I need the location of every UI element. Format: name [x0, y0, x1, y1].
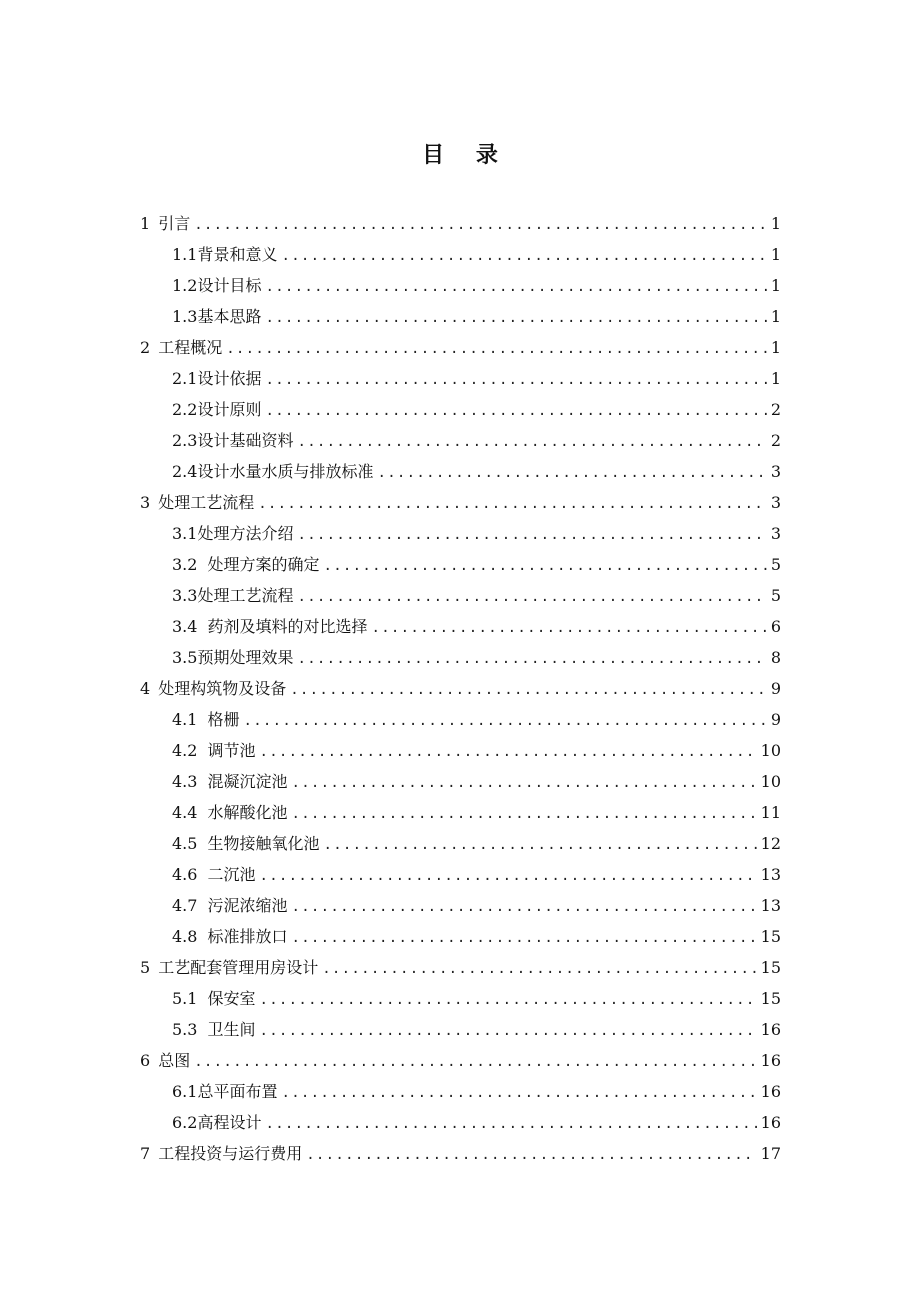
toc-entry-number: 3.1: [172, 524, 198, 543]
toc-entry-label: [172, 642, 293, 673]
toc-entry-label: [172, 301, 261, 332]
toc-entry-page: 9: [770, 710, 781, 729]
toc-entry-page: 16: [760, 1082, 781, 1101]
toc-entry-text: 处理方案的确定: [207, 555, 320, 574]
toc-entry[interactable]: [140, 611, 781, 642]
dot-leader: [258, 489, 767, 520]
toc-entry-number: 4: [140, 679, 151, 698]
toc-entry-page: 1: [770, 245, 781, 264]
toc-entry-page: 16: [760, 1020, 781, 1039]
toc-entry-text: 预期处理效果: [197, 648, 294, 667]
toc-entry-text: 高程设计: [197, 1113, 262, 1132]
dot-leader: [226, 334, 767, 365]
dot-leader: [306, 1140, 756, 1171]
toc-entry[interactable]: [140, 1076, 781, 1107]
toc-entry-page: 1: [770, 369, 781, 388]
dot-leader: [297, 427, 766, 458]
toc-entry-page: 2: [770, 400, 781, 419]
toc-entry[interactable]: [140, 1107, 781, 1138]
toc-entry-label: [172, 735, 255, 766]
toc-entry-page: 9: [770, 679, 781, 698]
toc-entry[interactable]: [140, 270, 781, 301]
dot-leader: [291, 923, 756, 954]
dot-leader: [265, 1109, 756, 1140]
toc-entry-label: [172, 704, 239, 735]
toc-entry[interactable]: [140, 456, 781, 487]
dot-leader: [259, 985, 756, 1016]
dot-leader: [194, 1047, 756, 1078]
toc-entry-text: 处理方法介绍: [197, 524, 294, 543]
toc-entry-label: [140, 1045, 190, 1076]
toc-entry[interactable]: [140, 704, 781, 735]
toc-entry-label: [140, 487, 254, 518]
toc-entry-label: [172, 766, 287, 797]
toc-entry-number: 4.5: [172, 834, 198, 853]
toc-entry-number: 2.2: [172, 400, 198, 419]
dot-leader: [265, 396, 766, 427]
toc-entry-number: 5: [140, 958, 151, 977]
toc-entry-page: 5: [770, 555, 781, 574]
dot-leader: [323, 551, 766, 582]
toc-entry-text: 工程投资与运行费用: [158, 1144, 303, 1163]
toc-entry-text: 格栅: [207, 710, 240, 729]
toc-entry[interactable]: [140, 859, 781, 890]
toc-entry-number: 2: [140, 338, 151, 357]
dot-leader: [281, 1078, 756, 1109]
toc-entry-number: 3: [140, 493, 151, 512]
toc-entry[interactable]: [140, 952, 781, 983]
toc-entry-number: 4.4: [172, 803, 198, 822]
toc-entry[interactable]: [140, 425, 781, 456]
toc-entry-text: 设计依据: [197, 369, 262, 388]
toc-entry-number: 4.3: [172, 772, 198, 791]
toc-entry-number: 4.8: [172, 927, 198, 946]
toc-entry[interactable]: [140, 673, 781, 704]
toc-entry-label: [172, 394, 261, 425]
toc-entry-text: 处理工艺流程: [197, 586, 294, 605]
toc-entry-page: 10: [760, 772, 781, 791]
toc-entry-number: 5.1: [172, 989, 198, 1008]
toc-entry-label: [172, 983, 255, 1014]
dot-leader: [371, 613, 766, 644]
toc-entry[interactable]: [140, 890, 781, 921]
toc-entry[interactable]: [140, 642, 781, 673]
toc-entry[interactable]: [140, 549, 781, 580]
dot-leader: [297, 644, 766, 675]
toc-entry[interactable]: [140, 332, 781, 363]
toc-entry-page: 2: [770, 431, 781, 450]
toc-entry-text: 污泥浓缩池: [207, 896, 288, 915]
toc-entry-page: 1: [770, 307, 781, 326]
toc-entry-text: 总平面布置: [197, 1082, 278, 1101]
toc-entry[interactable]: [140, 518, 781, 549]
toc-entry-label: [172, 611, 367, 642]
toc-entry[interactable]: [140, 797, 781, 828]
toc-entry-page: 5: [770, 586, 781, 605]
toc-entry-page: 6: [770, 617, 781, 636]
toc-entry-text: 混凝沉淀池: [207, 772, 288, 791]
dot-leader: [291, 768, 756, 799]
toc-entry[interactable]: [140, 394, 781, 425]
toc-entry-text: 总图: [158, 1051, 191, 1070]
toc-entry-text: 设计目标: [197, 276, 262, 295]
toc-entry-text: 水解酸化池: [207, 803, 288, 822]
toc-entry-text: 保安室: [207, 989, 256, 1008]
toc-entry-page: 11: [760, 803, 781, 822]
toc-entry-page: 3: [770, 462, 781, 481]
toc-entry-number: 3.3: [172, 586, 198, 605]
toc-entry-text: 工程概况: [158, 338, 223, 357]
toc-entry-label: [172, 425, 293, 456]
dot-leader: [297, 582, 766, 613]
toc-entry-label: [172, 270, 261, 301]
toc-entry-label: [172, 549, 319, 580]
toc-entry-text: 二沉池: [207, 865, 256, 884]
toc-entry-page: 3: [770, 493, 781, 512]
dot-leader: [194, 210, 767, 241]
toc-entry-text: 设计水量水质与排放标准: [197, 462, 374, 481]
dot-leader: [290, 675, 767, 706]
toc-entry[interactable]: [140, 1138, 781, 1169]
toc-entry-number: 4.1: [172, 710, 198, 729]
toc-entry-page: 3: [770, 524, 781, 543]
toc-entry-number: 4.6: [172, 865, 198, 884]
toc-entry-label: [172, 580, 293, 611]
toc-entry-text: 标准排放口: [207, 927, 288, 946]
dot-leader: [322, 954, 756, 985]
toc-entry-number: 2.3: [172, 431, 198, 450]
toc-entry-label: [140, 1138, 302, 1169]
toc-entry[interactable]: [140, 301, 781, 332]
dot-leader: [259, 1016, 756, 1047]
toc-entry-label: [172, 518, 293, 549]
dot-leader: [265, 303, 766, 334]
toc-entry-label: [172, 828, 319, 859]
toc-entry-text: 处理构筑物及设备: [158, 679, 287, 698]
toc-entry-label: [140, 332, 222, 363]
toc-entry-label: [172, 921, 287, 952]
toc-entry-label: [140, 208, 190, 239]
toc-entry-text: 卫生间: [207, 1020, 256, 1039]
toc-entry-page: 17: [760, 1144, 781, 1163]
dot-leader: [281, 241, 766, 272]
toc-entry-label: [172, 239, 277, 270]
dot-leader: [259, 861, 756, 892]
table-of-contents: [140, 208, 781, 1169]
toc-entry-number: 4.2: [172, 741, 198, 760]
toc-entry-number: 2.4: [172, 462, 198, 481]
toc-entry-label: [172, 1107, 261, 1138]
page-title: 目 录: [422, 142, 510, 168]
toc-entry-number: 6: [140, 1051, 151, 1070]
dot-leader: [265, 365, 766, 396]
toc-entry[interactable]: [140, 735, 781, 766]
dot-leader: [323, 830, 756, 861]
toc-entry[interactable]: [140, 487, 781, 518]
toc-entry-label: [140, 952, 318, 983]
dot-leader: [291, 799, 756, 830]
toc-entry-page: 12: [760, 834, 781, 853]
toc-entry-text: 设计原则: [197, 400, 262, 419]
toc-entry-number: 1.2: [172, 276, 198, 295]
toc-entry-page: 15: [760, 989, 781, 1008]
dot-leader: [297, 520, 766, 551]
toc-entry-number: 1.1: [172, 245, 198, 264]
dot-leader: [243, 706, 766, 737]
toc-entry[interactable]: [140, 828, 781, 859]
toc-entry-label: [172, 1076, 277, 1107]
toc-entry-label: [172, 890, 287, 921]
dot-leader: [265, 272, 766, 303]
toc-entry-label: [140, 673, 286, 704]
toc-entry-page: 1: [770, 214, 781, 233]
toc-entry-number: 4.7: [172, 896, 198, 915]
toc-entry[interactable]: [140, 921, 781, 952]
dot-leader: [291, 892, 756, 923]
toc-entry-number: 5.3: [172, 1020, 198, 1039]
toc-entry-text: 生物接触氧化池: [207, 834, 320, 853]
toc-entry-number: 1.3: [172, 307, 198, 326]
toc-entry-label: [172, 456, 373, 487]
toc-entry[interactable]: [140, 983, 781, 1014]
toc-entry-page: 16: [760, 1051, 781, 1070]
toc-entry-number: 3.5: [172, 648, 198, 667]
toc-entry-page: 8: [770, 648, 781, 667]
toc-entry-text: 引言: [158, 214, 191, 233]
dot-leader: [377, 458, 766, 489]
toc-entry-text: 工艺配套管理用房设计: [158, 958, 319, 977]
toc-entry-page: 16: [760, 1113, 781, 1132]
toc-entry-page: 1: [770, 276, 781, 295]
toc-entry[interactable]: [140, 766, 781, 797]
toc-entry-page: 13: [760, 865, 781, 884]
toc-entry[interactable]: [140, 1014, 781, 1045]
toc-entry-page: 1: [770, 338, 781, 357]
toc-entry-text: 设计基础资料: [197, 431, 294, 450]
toc-entry-number: 6.2: [172, 1113, 198, 1132]
toc-entry-number: 3.2: [172, 555, 198, 574]
toc-entry-page: 15: [760, 958, 781, 977]
toc-entry-label: [172, 797, 287, 828]
dot-leader: [259, 737, 756, 768]
toc-entry-page: 15: [760, 927, 781, 946]
toc-entry-number: 6.1: [172, 1082, 198, 1101]
toc-entry-text: 基本思路: [197, 307, 262, 326]
toc-entry-number: 1: [140, 214, 151, 233]
toc-entry-number: 3.4: [172, 617, 198, 636]
toc-entry[interactable]: [140, 239, 781, 270]
toc-entry-label: [172, 363, 261, 394]
toc-entry[interactable]: [140, 208, 781, 239]
toc-entry[interactable]: [140, 1045, 781, 1076]
toc-entry-number: 2.1: [172, 369, 198, 388]
toc-entry-number: 7: [140, 1144, 151, 1163]
toc-entry[interactable]: [140, 580, 781, 611]
toc-entry-text: 调节池: [207, 741, 256, 760]
toc-entry-label: [172, 859, 255, 890]
toc-entry-label: [172, 1014, 255, 1045]
toc-entry-text: 药剂及填料的对比选择: [207, 617, 368, 636]
toc-entry-page: 10: [760, 741, 781, 760]
toc-entry-page: 13: [760, 896, 781, 915]
toc-entry-text: 背景和意义: [197, 245, 278, 264]
toc-entry-text: 处理工艺流程: [158, 493, 255, 512]
toc-entry[interactable]: [140, 363, 781, 394]
